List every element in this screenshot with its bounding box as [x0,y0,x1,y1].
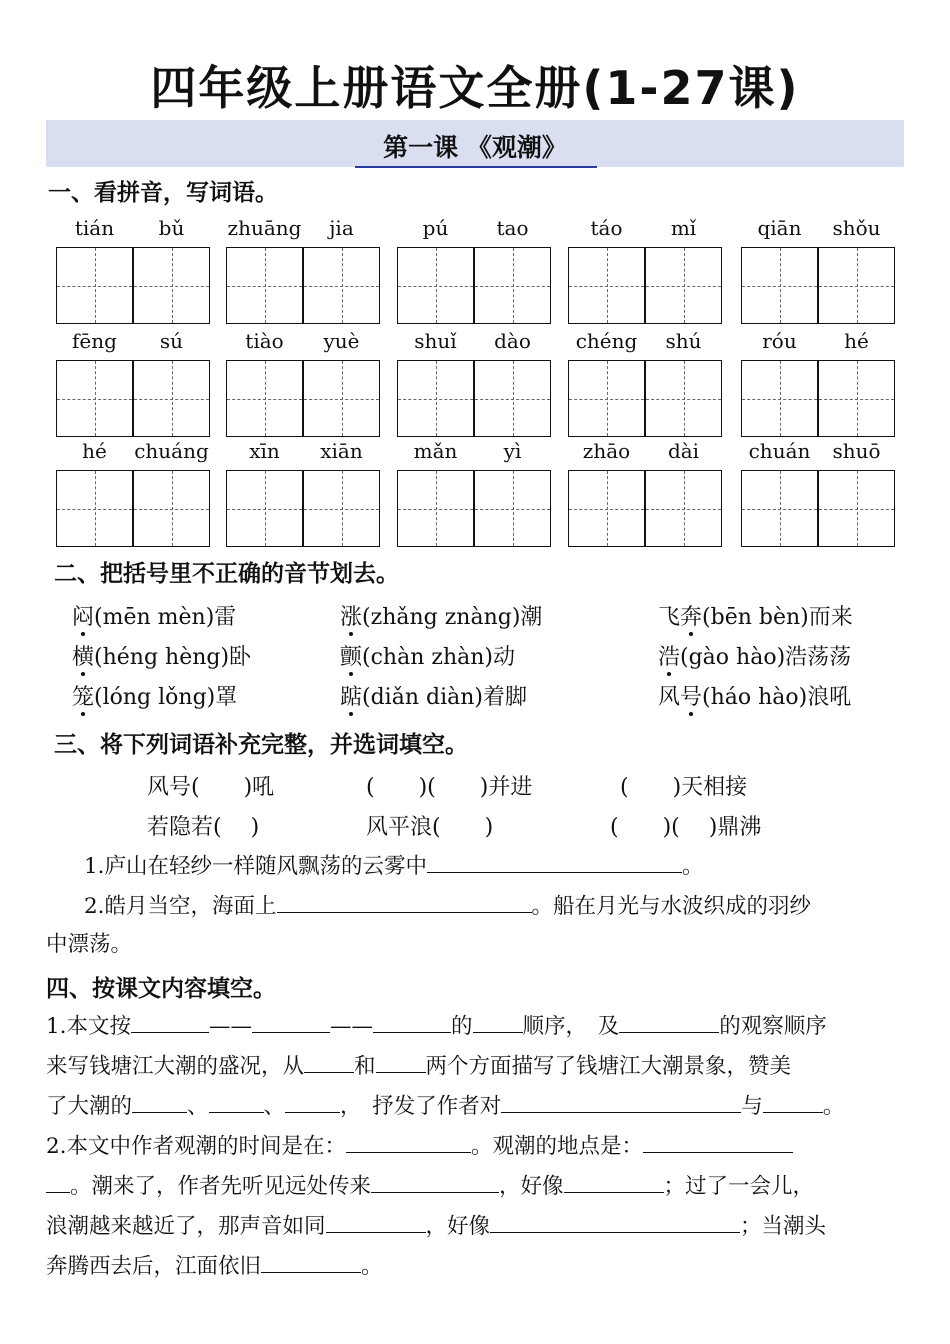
content-line-4: 2.本文中作者观潮的时间是在： 。观潮的地点是： [46,1130,793,1162]
lesson-title-underline [355,166,597,168]
idiom-blank: 风号( )吼 [147,775,275,800]
answer-blank[interactable] [131,1010,209,1033]
content-line-2: 来写钱塘江大潮的盛况，从 和 两个方面描写了钱塘江大潮景象，赞美 [46,1050,791,1082]
pinyin-label: chuáng [134,439,209,463]
writing-box[interactable] [56,247,133,324]
idiom-blank: 若隐若( ) [147,815,260,840]
writing-box[interactable] [303,360,380,437]
choice-options[interactable]: (lóng lǒng)罩 [94,685,238,710]
content-line-7: 奔腾西去后，江面依旧 。 [46,1250,383,1282]
answer-blank[interactable] [371,1170,499,1193]
section-1-heading: 一、看拼音，写词语。 [48,180,278,206]
section-3-heading: 三、将下列词语补充完整，并选词填空。 [54,732,468,758]
writing-box[interactable] [741,360,818,437]
idiom-blank: 风平浪( ) [366,815,494,840]
dotted-character: 涨 [340,605,363,630]
pinyin-label: tián [74,216,115,240]
answer-blank[interactable] [285,1090,340,1113]
pinyin-label: hé [844,329,869,353]
choice-options[interactable]: (háo hào)浪吼 [702,685,852,710]
answer-blank[interactable] [763,1090,823,1113]
writing-box[interactable] [568,470,645,547]
idiom-blank: ( )( )鼎沸 [610,815,762,840]
writing-box[interactable] [133,247,210,324]
pinyin-choice-item [340,680,527,711]
writing-box[interactable] [741,247,818,324]
pinyin-choice-item [340,600,542,631]
pinyin-choice-item [72,680,237,711]
writing-box[interactable] [226,360,303,437]
pinyin-label: shuō [832,439,881,463]
pinyin-label: shǒu [832,216,881,240]
pinyin-label: shú [665,329,702,353]
pinyin-label: xīn [249,439,280,463]
answer-blank[interactable] [376,1050,426,1073]
dotted-character: 横 [72,645,95,670]
pinyin-label: dài [667,439,700,463]
pinyin-label: bǔ [158,216,185,240]
writing-box[interactable] [303,470,380,547]
writing-box[interactable] [397,470,474,547]
writing-box[interactable] [397,247,474,324]
choice-options[interactable]: (chàn zhàn)动 [362,645,515,670]
writing-box[interactable] [474,360,551,437]
pinyin-label: yuè [323,329,360,353]
dotted-character: 颤 [340,645,363,670]
answer-blank[interactable] [619,1010,719,1033]
pinyin-label: dào [494,329,531,353]
writing-box[interactable] [56,360,133,437]
writing-box[interactable] [133,470,210,547]
idiom-blank: ( )天相接 [620,775,748,800]
writing-box[interactable] [474,247,551,324]
content-line-5: 。潮来了，作者先听见远处传来 ，好像 ；过了一会儿， [46,1170,814,1202]
choice-options[interactable]: (diǎn diàn)着脚 [362,685,527,710]
pinyin-label: táo [590,216,623,240]
dotted-character: 笼 [72,685,95,710]
pinyin-choice-item [658,600,853,631]
answer-blank[interactable] [261,1250,361,1273]
writing-box[interactable] [226,470,303,547]
dotted-character: 号 [680,685,703,710]
answer-blank[interactable] [209,1090,264,1113]
answer-blank[interactable] [132,1090,187,1113]
writing-box[interactable] [568,360,645,437]
answer-blank[interactable] [501,1090,741,1113]
pinyin-label: róu [762,329,797,353]
writing-box[interactable] [645,247,722,324]
writing-box[interactable] [818,247,895,324]
choice-prefix: 风 [658,685,681,710]
writing-box[interactable] [818,360,895,437]
section-4-heading: 四、按课文内容填空。 [46,976,276,1002]
answer-blank[interactable] [564,1170,664,1193]
choice-prefix: 飞 [658,605,681,630]
answer-blank[interactable] [427,850,682,873]
choice-options[interactable]: (zhǎng znàng)潮 [362,605,543,630]
pinyin-label: shuǐ [414,329,457,353]
pinyin-label: zhāo [582,439,631,463]
content-line-3: 了大潮的 、 、 ， 抒发了作者对 与 。 [46,1090,844,1122]
answer-blank[interactable] [46,1170,70,1193]
idiom-blank: ( )( )并进 [366,775,533,800]
writing-box[interactable] [645,470,722,547]
dotted-character: 奔 [680,605,703,630]
writing-box[interactable] [568,247,645,324]
fill-sentence-2-cont: 中漂荡。 [46,932,133,957]
pinyin-choice-item [72,600,236,631]
writing-box[interactable] [56,470,133,547]
pinyin-label: tiào [245,329,284,353]
fill-sentence-1: 1.庐山在轻纱一样随风飘荡的云雾中 。 [84,850,704,882]
pinyin-label: zhuāng [227,216,302,240]
pinyin-label: hé [82,439,107,463]
answer-blank[interactable] [304,1050,354,1073]
answer-blank[interactable] [490,1210,740,1233]
section-2-heading: 二、把括号里不正确的音节划去。 [54,561,399,587]
choice-options[interactable]: (gào hào)浩荡荡 [680,645,852,670]
answer-blank[interactable] [643,1130,793,1153]
answer-blank[interactable] [473,1010,523,1033]
pinyin-label: chéng [575,329,638,353]
pinyin-label: tao [496,216,529,240]
pinyin-label: mǐ [670,216,697,240]
pinyin-label: pú [422,216,449,240]
lesson-title: 第一课 《观潮》 [383,133,567,162]
writing-box[interactable] [741,470,818,547]
writing-box[interactable] [474,470,551,547]
pinyin-label: yì [503,439,522,463]
pinyin-label: qiān [757,216,802,240]
answer-blank[interactable] [346,1130,471,1153]
pinyin-label: sú [159,329,184,353]
answer-blank[interactable] [277,890,532,913]
content-line-6: 浪潮越来越近了，那声音如同 ，好像 ；当潮头 [46,1210,826,1242]
fill-sentence-2: 2.皓月当空，海面上 。船在月光与水波织成的羽纱 [84,890,811,922]
page-title: 四年级上册语文全册(1-27课) [150,61,800,115]
pinyin-choice-item [658,640,851,671]
writing-box[interactable] [133,360,210,437]
choice-options[interactable]: (bēn bèn)而来 [702,605,853,630]
pinyin-label: fēng [72,329,117,353]
content-line-1: 1.本文按 —— —— 的 顺序， 及 的观察顺序 [46,1010,827,1042]
choice-options[interactable]: (mēn mèn)雷 [94,605,237,630]
pinyin-label: mǎn [413,439,458,463]
answer-blank[interactable] [373,1010,451,1033]
pinyin-choice-item [72,640,251,671]
answer-blank[interactable] [326,1210,426,1233]
writing-box[interactable] [818,470,895,547]
dotted-character: 踮 [340,685,363,710]
pinyin-choice-item [658,680,851,711]
writing-box[interactable] [303,247,380,324]
dotted-character: 浩 [658,645,681,670]
answer-blank[interactable] [252,1010,330,1033]
choice-options[interactable]: (héng hèng)卧 [94,645,252,670]
pinyin-choice-item [340,640,515,671]
pinyin-label: chuán [748,439,811,463]
pinyin-label: xiān [320,439,363,463]
writing-box[interactable] [226,247,303,324]
writing-box[interactable] [645,360,722,437]
writing-box[interactable] [397,360,474,437]
pinyin-label: jia [329,216,354,240]
dotted-character: 闷 [72,605,95,630]
